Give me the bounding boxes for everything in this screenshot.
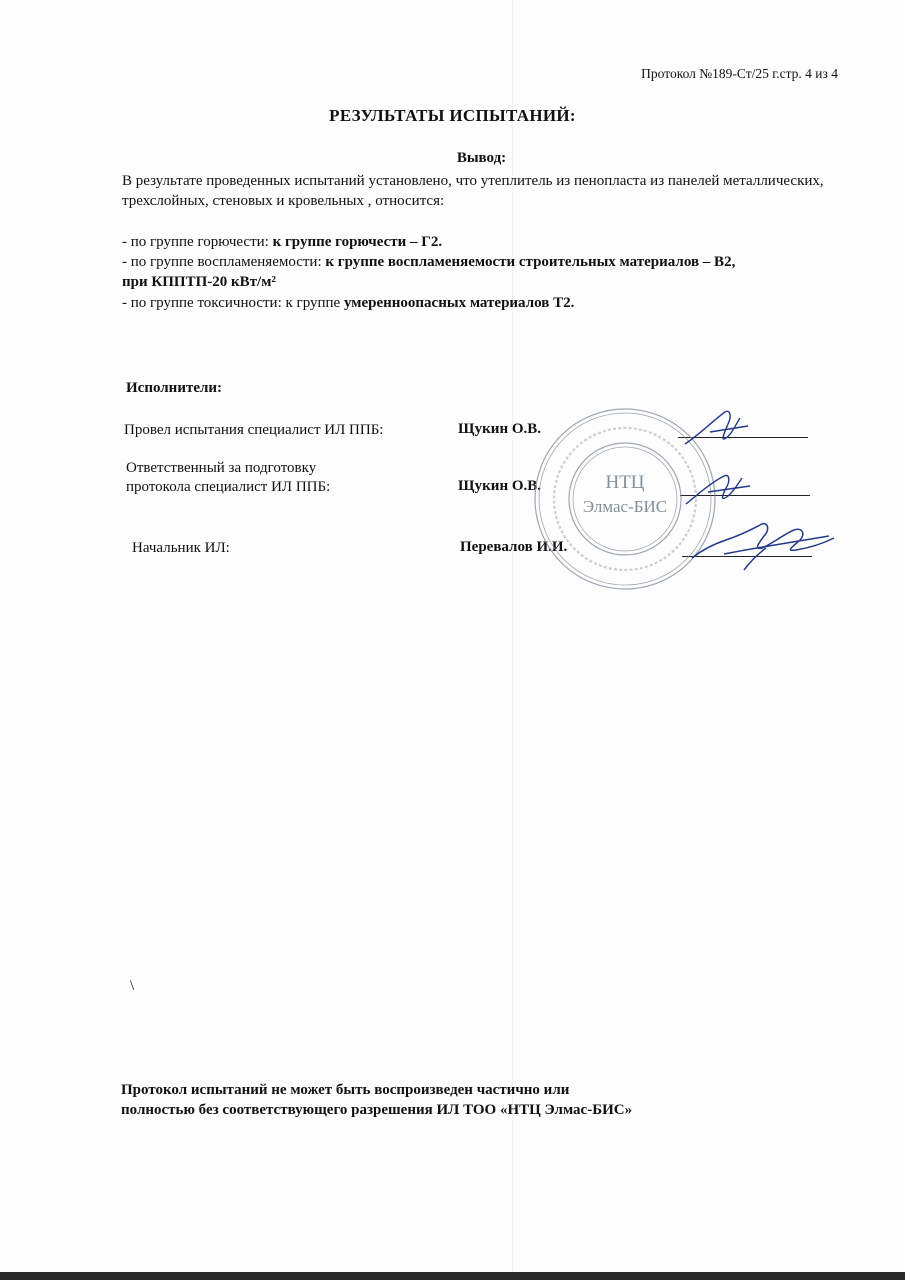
conclusion-heading: Вывод: — [456, 150, 507, 166]
signature-scribble — [684, 514, 844, 578]
footer-line: Протокол испытаний не может быть воспроизведен частично или — [121, 1082, 570, 1098]
performer-role: Ответственный за подготовку — [126, 460, 317, 476]
protocol-page-reference: Протокол №189-Ст/25 г.стр. 4 из 4 — [641, 66, 838, 81]
performer-name: Перевалов И.И. — [460, 539, 568, 555]
footer-line: полностью без соответствующего разрешения ИЛ ТОО «НТЦ Элмас-БИС» — [121, 1102, 633, 1118]
result-value: к группе воспламеняемости строительных материалов – В2, — [325, 254, 736, 270]
result-ignitability-cont: при КППТП-20 кВт/м² — [122, 274, 276, 290]
page-title: РЕЗУЛЬТАТЫ ИСПЫТАНИЙ: — [329, 106, 576, 125]
signature-scribble — [680, 404, 760, 454]
result-value: умеренноопасных материалов Т2. — [343, 295, 575, 311]
result-prefix: - по группе токсичности: к группе — [122, 295, 344, 311]
conclusion-intro: В результате проведенных испытаний установлено, что утеплитель из пенопласта из панелей металлических, трехслойных, стеновых и кровельных , относится: — [122, 173, 824, 209]
result-value: к группе горючести – Г2. — [272, 234, 443, 250]
stamp-text-line1: НТЦ — [605, 472, 645, 493]
performer-role-cont: протокола специалист ИЛ ППБ: — [126, 479, 331, 495]
stamp-text-line2: Элмас-БИС — [582, 497, 668, 516]
performer-role: Начальник ИЛ: — [132, 540, 230, 556]
result-toxicity — [122, 295, 574, 312]
stray-mark: \ — [130, 978, 135, 994]
performers-heading: Исполнители: — [126, 380, 223, 396]
performer-role: Провел испытания специалист ИЛ ППБ: — [124, 422, 384, 438]
performer-name: Щукин О.В. — [458, 421, 542, 437]
result-prefix: - по группе воспламеняемости: — [122, 254, 326, 270]
footer-disclaimer — [121, 1080, 821, 1120]
scan-bottom-edge — [0, 1272, 905, 1280]
result-prefix: - по группе горючести: — [122, 234, 273, 250]
performer-name: Щукин О.В. — [458, 478, 542, 494]
result-flammability — [122, 234, 442, 251]
result-ignitability — [122, 254, 735, 271]
signature-scribble — [680, 466, 760, 514]
